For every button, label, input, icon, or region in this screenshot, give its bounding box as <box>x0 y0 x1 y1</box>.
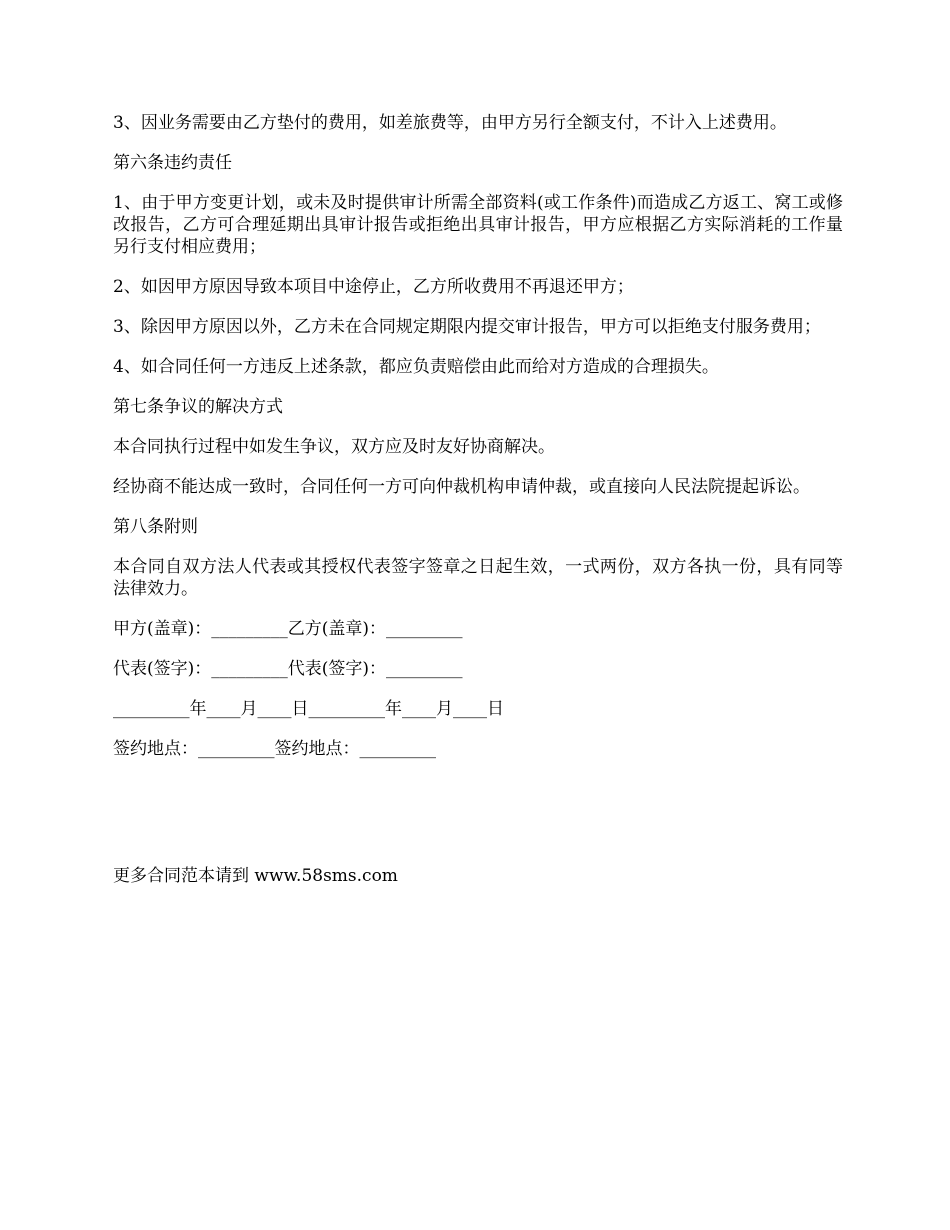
clause-6-item-4: 4、如合同任何一方违反上述条款，都应负责赔偿由此而给对方造成的合理损失。 <box>113 357 719 377</box>
seal-line: 甲方(盖章)：_________乙方(盖章)：_________ <box>113 619 463 639</box>
representative-signature-line: 代表(签字)：_________代表(签字)：_________ <box>113 659 463 679</box>
clause-7-item-2: 经协商不能达成一致时，合同任何一方可向仲裁机构申请仲裁，或直接向人民法院提起诉讼。 <box>113 477 810 497</box>
clause-7-item-1: 本合同执行过程中如发生争议，双方应及时友好协商解决。 <box>113 437 555 457</box>
signing-location-line: 签约地点：_________签约地点：_________ <box>113 739 436 759</box>
clause-6-item-2: 2、如因甲方原因导致本项目中途停止，乙方所收费用不再退还甲方； <box>113 277 634 297</box>
clause-8-item-1: 本合同自双方法人代表或其授权代表签字签章之日起生效，一式两份，双方各执一份，具有同等法律效力。 <box>113 557 843 599</box>
article-8-heading: 第八条附则 <box>113 517 198 537</box>
footer-note: 更多合同范本请到 www.58sms.com <box>113 866 398 886</box>
clause-5-item-3: 3、因业务需要由乙方垫付的费用，如差旅费等，由甲方另行全额支付，不计入上述费用。 <box>113 113 787 133</box>
clause-6-item-1: 1、由于甲方变更计划，或未及时提供审计所需全部资料(或工作条件)而造成乙方返工、窝工或修改报告，乙方可合理延期出具审计报告或拒绝出具审计报告，甲方应根据乙方实际消耗的工作量另行支付相应费用； <box>113 193 843 257</box>
clause-6-item-3: 3、除因甲方原因以外，乙方未在合同规定期限内提交审计报告，甲方可以拒绝支付服务费用； <box>113 317 821 337</box>
document-body <box>113 112 843 887</box>
article-6-heading: 第六条违约责任 <box>113 153 232 173</box>
date-line: _________年____月____日_________年____月____日 <box>113 699 504 719</box>
spacer <box>113 778 843 865</box>
article-7-heading: 第七条争议的解决方式 <box>113 397 283 417</box>
